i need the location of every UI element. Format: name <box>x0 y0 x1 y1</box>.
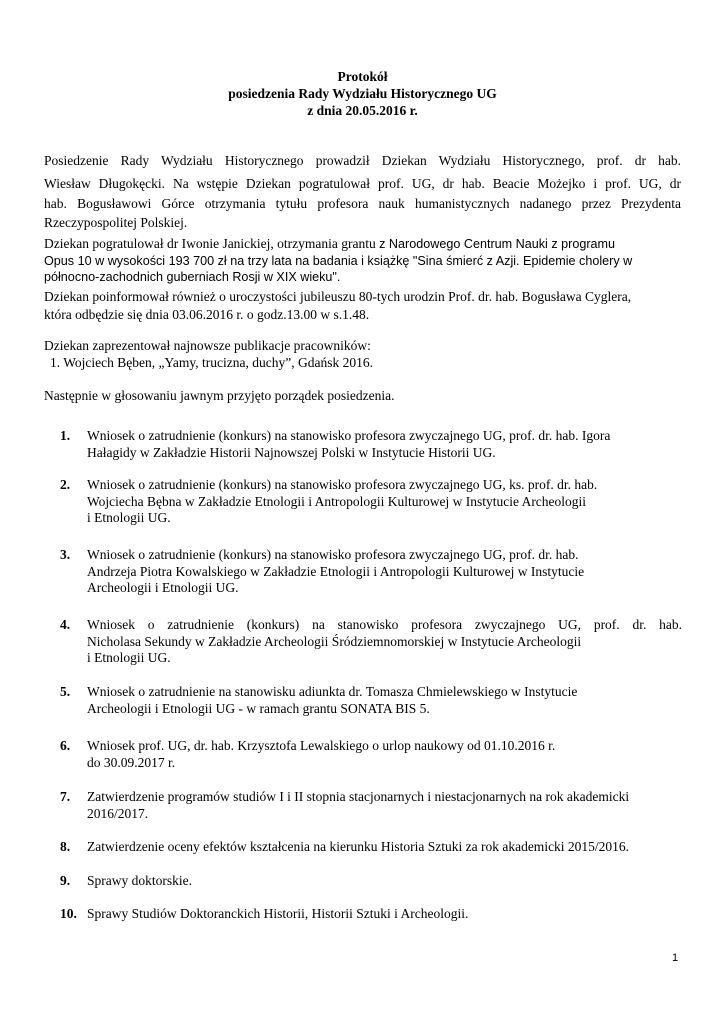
text-line: i Etnologii UG. <box>87 510 171 525</box>
text-line: Dziekan poinformował również o uroczystości jubileuszu 80-tych urodzin Prof. dr. hab. Bogusława Cyglera, <box>44 289 632 304</box>
agenda-item-number: 5. <box>60 684 71 699</box>
text-line: 2016/2017. <box>87 805 149 821</box>
text-line: Dziekan zaprezentował najnowsze publikacje pracowników: <box>44 338 371 353</box>
text-line: Sprawy Studiów Doktoranckich Historii, Historii Sztuki i Archeologii. <box>87 906 469 921</box>
agenda-item-number: 6. <box>60 738 71 753</box>
opening-paragraph <box>44 153 681 231</box>
jubilee-paragraph <box>44 289 681 323</box>
text-line: Zatwierdzenie oceny efektów kształcenia na kierunku Historia Sztuki za rok akademicki 2015/2016. <box>87 839 630 854</box>
agenda-item-number: 4. <box>60 617 71 632</box>
text-line: Następnie w głosowaniu jawnym przyjęto porządek posiedzenia. <box>44 388 395 403</box>
agenda-intro <box>44 388 681 405</box>
grant-detail: z Narodowego Centrum Nauki z programu <box>379 237 616 251</box>
text-line: do 30.09.2017 r. <box>87 754 176 770</box>
agenda-item-number: 8. <box>60 839 71 854</box>
document-title: Protokół <box>337 69 388 84</box>
text-line <box>44 236 681 253</box>
agenda-item-number: 3. <box>60 547 71 562</box>
page-number: 1 <box>672 952 679 964</box>
text-line: i Etnologii UG. <box>87 650 171 665</box>
text-line: Wniosek o zatrudnienie (konkurs) na stanowisko profesora zwyczajnego UG, prof. dr. hab. <box>87 547 579 562</box>
text-line: Wojciecha Bębna w Zakładzie Etnologii i Antropologii Kulturowej w Instytucie Archeologii <box>87 493 587 509</box>
agenda-item-number: 7. <box>60 789 71 804</box>
text-line: Wniosek prof. UG, dr. hab. Krzysztofa Lewalskiego o urlop naukowy od 01.10.2016 r. <box>87 738 556 753</box>
publications-paragraph <box>44 338 681 371</box>
meeting-date: z dnia 20.05.2016 r. <box>307 103 418 118</box>
grant-lead: Dziekan pogratulował dr Iwonie Janickiej, otrzymania grantu <box>44 236 380 251</box>
publication-item: 1. Wojciech Bęben, „Yamy, trucizna, duchy”, Gdańsk 2016. <box>50 354 373 370</box>
text-line: Wniosek o zatrudnienie na stanowisku adiunkta dr. Tomasza Chmielewskiego w Instytucie <box>87 684 578 699</box>
text-line: Andrzeja Piotra Kowalskiego w Zakładzie Etnologii i Antropologii Kulturowej w Instytucie <box>87 563 585 579</box>
text-line: Hałagidy w Zakładzie Historii Najnowszej Polski w Instytucie Historii UG. <box>87 444 496 460</box>
text-line: Posiedzenie Rady Wydziału Historycznego prowadził Dziekan Wydziału Historycznego, prof. dr hab. <box>44 153 681 168</box>
text-line: Wniosek o zatrudnienie (konkurs) na stanowisko profesora zwyczajnego UG, prof. dr. hab. <box>87 617 682 632</box>
grant-paragraph <box>44 236 681 286</box>
text-line: która odbędzie się dnia 03.06.2016 r. o godz.13.00 w s.1.48. <box>44 306 370 322</box>
agenda-item-number: 2. <box>60 477 71 492</box>
agenda-item-number: 10. <box>60 906 77 921</box>
text-line: Wniosek o zatrudnienie (konkurs) na stanowisko profesora zwyczajnego UG, prof. dr. hab. Igora <box>87 428 611 443</box>
text-line: Zatwierdzenie programów studiów I i II stopnia stacjonarnych i niestacjonarnych na rok akademicki <box>87 789 630 804</box>
document-subtitle: posiedzenia Rady Wydziału Historycznego UG <box>228 86 497 101</box>
text-line: Wiesław Długokęcki. Na wstępie Dziekan pogratulował prof. UG, dr hab. Beacie Możejko i prof. UG, dr <box>44 175 681 191</box>
text-line: Opus 10 w wysokości 193 700 zł na trzy lata na badania i książkę "Sina śmierć z Azji. Epidemie cholery w <box>44 253 633 268</box>
text-line: Wniosek o zatrudnienie (konkurs) na stanowisko profesora zwyczajnego UG, ks. prof. dr. hab. <box>87 477 598 492</box>
agenda-item-number: 9. <box>60 873 71 888</box>
text-line: północno-zachodnich guberniach Rosji w XIX wieku". <box>44 270 341 284</box>
text-line: Archeologii i Etnologii UG - w ramach grantu SONATA BIS 5. <box>87 700 430 716</box>
text-line: Nicholasa Sekundy w Zakładzie Archeologii Śródziemnomorskiej w Instytucie Archeologii <box>87 633 582 649</box>
text-line: Sprawy doktorskie. <box>87 873 192 888</box>
text-line: Archeologii i Etnologii UG. <box>87 580 239 595</box>
agenda-item-number: 1. <box>60 428 71 443</box>
text-line: Rzeczypospolitej Polskiej. <box>44 214 188 230</box>
text-line: hab. Bogusławowi Górce otrzymania tytułu profesora nauk humanistycznych nadanego przez Prezydenta <box>44 196 681 211</box>
